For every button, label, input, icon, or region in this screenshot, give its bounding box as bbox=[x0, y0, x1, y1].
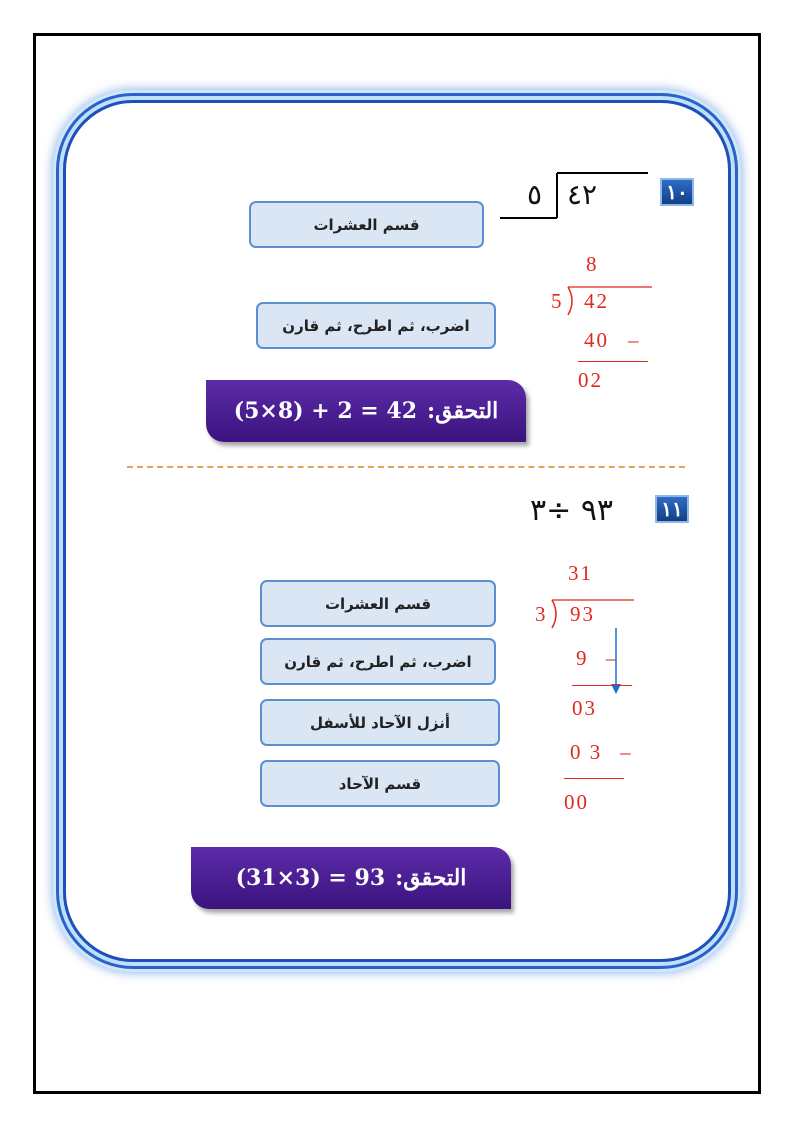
work-divisor: 5 bbox=[551, 289, 564, 313]
step-divide-ones: قسم الآحاد bbox=[260, 760, 500, 807]
divisor: ٥ bbox=[527, 178, 543, 211]
subtraction-line bbox=[572, 685, 632, 686]
problem-number-badge: ١٠ bbox=[660, 178, 694, 206]
section-separator bbox=[127, 466, 685, 468]
remainder: 00 bbox=[564, 790, 589, 814]
problem-number-badge: ١١ bbox=[655, 495, 689, 523]
long-division-bracket bbox=[566, 285, 656, 317]
work-dividend: 42 bbox=[584, 289, 609, 313]
check-bar bbox=[191, 847, 511, 909]
quotient: 8 bbox=[586, 252, 599, 276]
check-expression: (31×3) = 93 bbox=[235, 865, 386, 891]
check-expression: (5×8) + 2 = 42 bbox=[233, 398, 418, 424]
subtraction-line bbox=[578, 361, 648, 362]
step-divide-tens: قسم العشرات bbox=[249, 201, 484, 248]
minus-sign: – bbox=[620, 740, 633, 764]
division-expression: ٩٣ ÷٣ bbox=[530, 493, 614, 528]
check-label: التحقق: bbox=[427, 398, 499, 424]
step-bring-down-ones: أنزل الآحاد للأسفل bbox=[260, 699, 500, 746]
step-divide-tens: قسم العشرات bbox=[260, 580, 496, 627]
product: 40 bbox=[584, 328, 609, 352]
dividend: ٤٢ bbox=[567, 178, 598, 211]
check-bar bbox=[206, 380, 526, 442]
remainder: 02 bbox=[578, 368, 603, 392]
check-label: التحقق: bbox=[395, 865, 467, 891]
minus-sign: – bbox=[628, 328, 641, 352]
work-dividend: 93 bbox=[570, 602, 595, 626]
step-multiply-subtract-compare: اضرب، ثم اطرح، ثم قارن bbox=[260, 638, 496, 685]
quotient: 31 bbox=[568, 561, 593, 585]
subtraction-line bbox=[564, 778, 624, 779]
division-bracket bbox=[500, 170, 650, 224]
product: 0 3 bbox=[570, 740, 603, 764]
bring-down-value: 03 bbox=[572, 696, 597, 720]
long-division-bracket bbox=[550, 598, 640, 630]
work-divisor: 3 bbox=[535, 602, 548, 626]
product: 9 bbox=[576, 646, 589, 670]
minus-sign: – bbox=[606, 646, 619, 670]
step-multiply-subtract-compare: اضرب، ثم اطرح، ثم قارن bbox=[256, 302, 496, 349]
